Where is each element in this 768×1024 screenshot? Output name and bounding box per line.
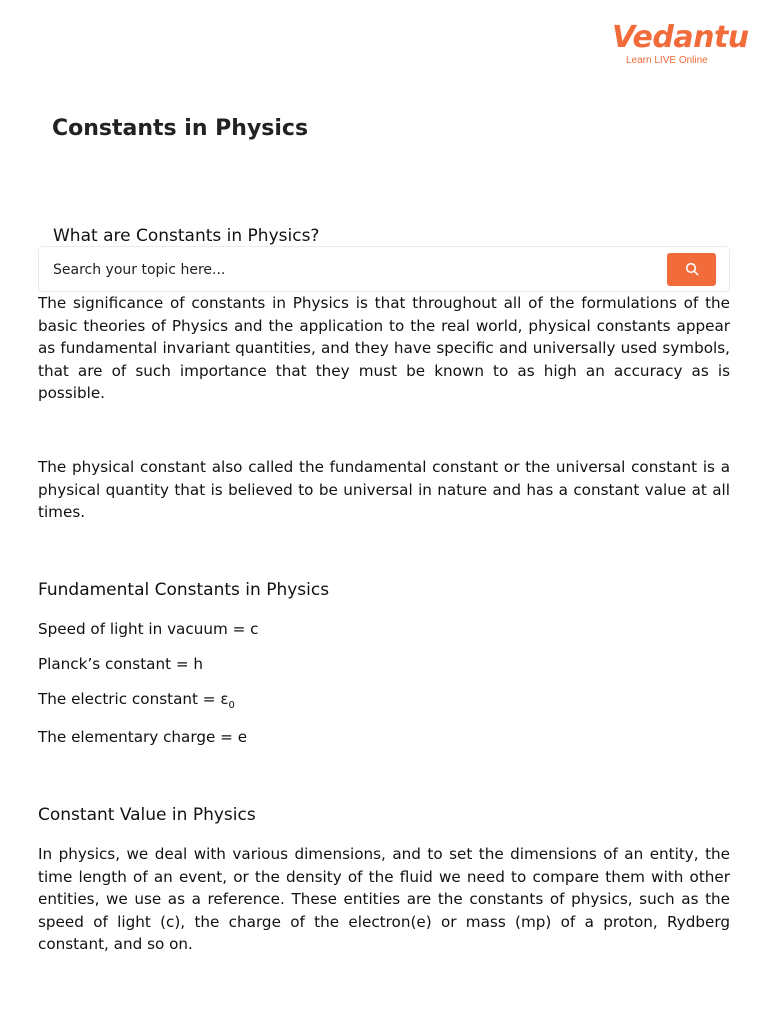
paragraph-constant-value: In physics, we deal with various dimensions, and to set the dimensions of an entity, the time length of an event, or the density of the fluid we need to compare them with other entities, we use as a reference. These entities are the constants of physics, such as the speed of light (c), the charge of the electron(e) or mass (mp) of a proton, Rydberg constant, and so on. (38, 845, 730, 953)
section-heading-constant-value: Constant Value in Physics (38, 805, 256, 825)
constant-item-planck: Planck’s constant = h (38, 655, 204, 673)
paragraph-definition: The physical constant also called the fundamental constant or the universal constant is a physical quantity that is believed to be universal in nature and has a constant value at all times. (38, 458, 730, 521)
constant-item-elementary-charge: The elementary charge = e (38, 728, 248, 746)
constant-item-speed-of-light: Speed of light in vacuum = c (38, 620, 259, 638)
electric-constant-subscript: 0 (228, 700, 235, 711)
search-input[interactable] (53, 256, 633, 284)
constant-item-electric-text: The electric constant = ε (38, 690, 229, 708)
search-button[interactable] (667, 253, 716, 286)
section-heading-what: What are Constants in Physics? (53, 226, 320, 246)
constant-item-electric (38, 688, 235, 717)
page-title: Constants in Physics (52, 116, 309, 141)
vedantu-logo[interactable] (612, 20, 749, 67)
logo-tagline: Learn LIVE Online (626, 55, 708, 66)
section-heading-fundamental: Fundamental Constants in Physics (38, 580, 330, 600)
paragraph-significance: The significance of constants in Physics is that throughout all of the formulations of the basic theories of Physics and the application to the real world, physical constants appear as fundamental invariant quantities, and they have specific and universally used symbols, that are of such importance that they must be known to as high an accuracy as is possible. (38, 294, 730, 402)
search-bar (38, 246, 730, 292)
logo-wordmark: Vedantu (612, 20, 749, 55)
search-icon (685, 262, 699, 276)
